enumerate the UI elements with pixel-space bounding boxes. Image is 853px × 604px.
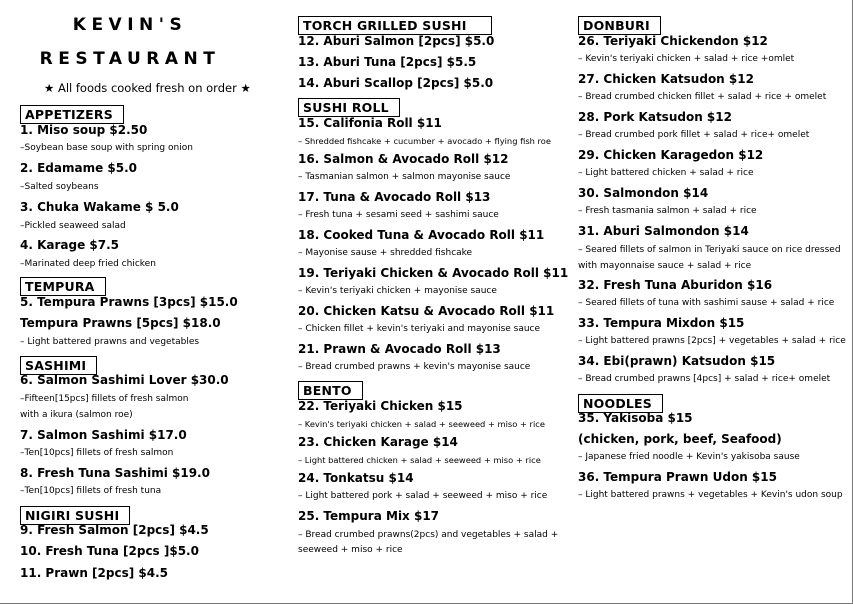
menu-item-11: 11. Prawn [2pcs] $4.5 [20, 566, 169, 580]
menu-item-14: 14. Aburi Scallop [2pcs] $5.0 [298, 76, 494, 90]
menu-item-5-large: Tempura Prawns [5pcs] $18.0 [20, 316, 221, 330]
tempura-heading: TEMPURA [20, 276, 106, 296]
menu-item-13: 13. Aburi Tuna [2pcs] $5.5 [298, 55, 477, 69]
menu-item-6-description-2: with a ikura (salmon roe) [20, 410, 133, 420]
noodles-heading: NOODLES [578, 393, 663, 413]
menu-item-21: 21. Prawn & Avocado Roll $13 [298, 342, 501, 356]
sashimi-heading: SASHIMI [20, 355, 97, 375]
menu-item-34-description: – Bread crumbed prawns [4pcs] + salad + rice+ omelet [578, 374, 831, 384]
menu-item-25-description-2: seeweed + miso + rice [298, 545, 403, 555]
menu-item-7: 7. Salmon Sashimi $17.0 [20, 428, 187, 442]
menu-item-25-description: – Bread crumbed prawns(2pcs) and vegetables + salad + [298, 530, 559, 540]
menu-item-28-description: – Bread crumbed pork fillet + salad + rice+ omelet [578, 130, 810, 140]
menu-item-24: 24. Tonkatsu $14 [298, 471, 414, 485]
menu-item-31-description: – Seared fillets of salmon in Teriyaki sauce on rice dressed [578, 245, 841, 255]
menu-item-29-description: – Light battered chicken + salad + rice [578, 168, 754, 178]
restaurant-name-line2: RESTAURANT [39, 49, 221, 69]
torch-grilled-sushi-heading: TORCH GRILLED SUSHI [298, 15, 492, 35]
menu-item-20: 20. Chicken Katsu & Avocado Roll $11 [298, 304, 555, 318]
menu-item-30-description: – Fresh tasmania salmon + salad + rice [578, 206, 757, 216]
menu-item-7-description: –Ten[10pcs] fillets of fresh salmon [20, 448, 174, 458]
menu-item-3: 3. Chuka Wakame $ 5.0 [20, 200, 179, 214]
menu-item-4: 4. Karage $7.5 [20, 238, 120, 252]
menu-item-35: 35. Yakisoba $15 [578, 411, 693, 425]
menu-item-9: 9. Fresh Salmon [2pcs] $4.5 [20, 523, 209, 537]
menu-item-28: 28. Pork Katsudon $12 [578, 110, 732, 124]
menu-item-36: 36. Tempura Prawn Udon $15 [578, 470, 777, 484]
menu-item-25: 25. Tempura Mix $17 [298, 509, 440, 523]
menu-item-3-description: –Pickled seaweed salad [20, 221, 126, 231]
menu-item-31: 31. Aburi Salmondon $14 [578, 224, 749, 238]
menu-item-32: 32. Fresh Tuna Aburidon $16 [578, 278, 773, 292]
menu-item-2-description: –Salted soybeans [20, 182, 99, 192]
menu-item-16-description: – Tasmanian salmon + salmon mayonise sauce [298, 172, 511, 182]
menu-item-35-options: (chicken, pork, beef, Seafood) [578, 432, 782, 446]
menu-item-20-description: – Chicken fillet + kevin's teriyaki and mayonise sauce [298, 324, 541, 334]
restaurant-name-line1: KEVIN'S [72, 15, 188, 35]
menu-item-6-description: –Fifteen[15pcs] fillets of fresh salmon [20, 394, 189, 404]
menu-item-29: 29. Chicken Karagedon $12 [578, 148, 764, 162]
menu-item-23-description: – Light battered chicken + salad + seeweed + miso + rice [298, 455, 541, 465]
menu-item-34: 34. Ebi(prawn) Katsudon $15 [578, 354, 776, 368]
donburi-heading: DONBURI [578, 15, 661, 35]
tagline: ★ All foods cooked fresh on order ★ [44, 81, 251, 95]
menu-item-18: 18. Cooked Tuna & Avocado Roll $11 [298, 228, 545, 242]
menu-item-36-description: – Light battered prawns + vegetables + Kevin's udon soup [578, 490, 843, 500]
menu-item-32-description: – Seared fillets of tuna with sashimi sause + salad + rice [578, 298, 835, 308]
menu-item-22: 22. Teriyaki Chicken $15 [298, 399, 463, 413]
menu-item-24-description: – Light battered pork + salad + seeweed + miso + rice [298, 491, 548, 501]
menu-item-21-description: – Bread crumbed prawns + kevin's mayonise sauce [298, 362, 531, 372]
sushi-roll-heading: SUSHI ROLL [298, 97, 400, 117]
menu-item-10: 10. Fresh Tuna [2pcs ]$5.0 [20, 544, 199, 558]
tempura-description: – Light battered prawns and vegetables [20, 337, 200, 347]
menu-item-23: 23. Chicken Karage $14 [298, 435, 458, 449]
menu-item-1-description: –Soybean base soup with spring onion [20, 143, 193, 153]
menu-item-17: 17. Tuna & Avocado Roll $13 [298, 190, 491, 204]
menu-item-19-description: – Kevin's teriyaki chicken + mayonise sauce [298, 286, 497, 296]
menu-item-4-description: –Marinated deep fried chicken [20, 259, 156, 269]
menu-item-33: 33. Tempura Mixdon $15 [578, 316, 745, 330]
menu-item-17-description: – Fresh tuna + sesami seed + sashimi sauce [298, 210, 499, 220]
menu-item-19: 19. Teriyaki Chicken & Avocado Roll $11 [298, 266, 569, 280]
bento-heading: BENTO [298, 380, 363, 400]
menu-item-5: 5. Tempura Prawns [3pcs] $15.0 [20, 295, 238, 309]
menu-item-18-description: – Mayonise sause + shredded fishcake [298, 248, 473, 258]
appetizers-heading: APPETIZERS [20, 104, 124, 124]
menu-item-15-description: – Shredded fishcake + cucumber + avocado + flying fish roe [298, 136, 551, 146]
menu-item-12: 12. Aburi Salmon [2pcs] $5.0 [298, 34, 495, 48]
menu-item-27-description: – Bread crumbed chicken fillet + salad + rice + omelet [578, 92, 827, 102]
menu-item-35-description: – Japanese fried noodle + Kevin's yakisoba sause [578, 452, 800, 462]
menu-item-26: 26. Teriyaki Chickendon $12 [578, 34, 768, 48]
menu-item-30: 30. Salmondon $14 [578, 186, 709, 200]
menu-item-22-description: – Kevin's teriyaki chicken + salad + seeweed + miso + rice [298, 419, 545, 429]
menu-item-33-description: – Light battered prawns [2pcs] + vegetables + salad + rice [578, 336, 846, 346]
menu-item-15: 15. Califonia Roll $11 [298, 116, 442, 130]
menu-item-26-description: – Kevin's teriyaki chicken + salad + rice +omlet [578, 54, 795, 64]
menu-item-27: 27. Chicken Katsudon $12 [578, 72, 754, 86]
menu-item-6: 6. Salmon Sashimi Lover $30.0 [20, 373, 229, 387]
menu-item-1: 1. Miso soup $2.50 [20, 123, 148, 137]
menu-item-31-description-2: with mayonnaise sauce + salad + rice [578, 261, 752, 271]
nigiri-sushi-heading: NIGIRI SUSHI [20, 505, 130, 525]
menu-item-8-description: –Ten[10pcs] fillets of fresh tuna [20, 486, 162, 496]
menu-item-8: 8. Fresh Tuna Sashimi $19.0 [20, 466, 210, 480]
menu-item-2: 2. Edamame $5.0 [20, 161, 137, 175]
menu-item-16: 16. Salmon & Avocado Roll $12 [298, 152, 509, 166]
